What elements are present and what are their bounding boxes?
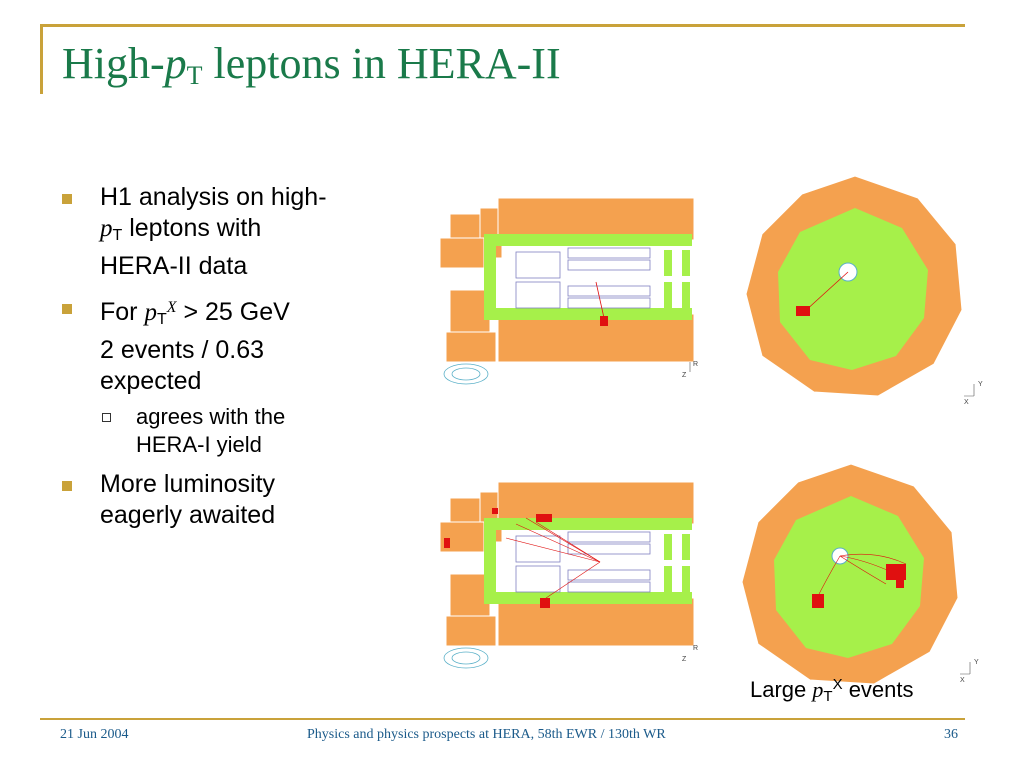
svg-text:R: R [693,361,699,368]
event-display-side-1 [436,194,708,390]
page-number: 36 [944,727,958,742]
svg-text:Y: Y [978,381,983,388]
axes-xy-2 [954,656,984,686]
bullet-marker [62,481,72,491]
event-display-end-2 [736,460,966,690]
bullet-analysis: H1 analysis on high- pT leptons with HERA-II data [60,182,400,282]
sub-bullet-hera1: agrees with the HERA-I yield [60,403,400,459]
svg-text:R: R [693,645,699,652]
svg-text:X: X [964,399,969,406]
bullet-marker [62,304,72,314]
frame-top-rule [40,24,965,27]
figure-caption: Large $p_T^X$ events [750,676,914,705]
svg-text:Z: Z [682,656,687,663]
bullet-events: For $pT^X > 25$ GeV 2 events / 0.63 expected [60,292,400,397]
svg-text:Y: Y [974,659,979,666]
axes-xy-1 [958,378,988,408]
event-display-end-1 [740,172,970,402]
slide-title: High-$p_T$ leptons in HERA-II [62,39,561,90]
svg-text:Z: Z [682,372,687,379]
event-display-side-2 [436,478,708,674]
footer-rule [40,718,965,720]
footer-date: 21 Jun 2004 [60,727,129,742]
bullet-marker [62,194,72,204]
bullet-list [60,182,400,541]
sub-bullet-marker [102,413,111,422]
frame-left-rule [40,24,43,94]
svg-text:X: X [960,677,965,684]
bullet-luminosity: More luminosity eagerly awaited [60,469,400,531]
footer-center-text: Physics and physics prospects at HERA, 58th EWR / 130th WR [307,727,666,742]
